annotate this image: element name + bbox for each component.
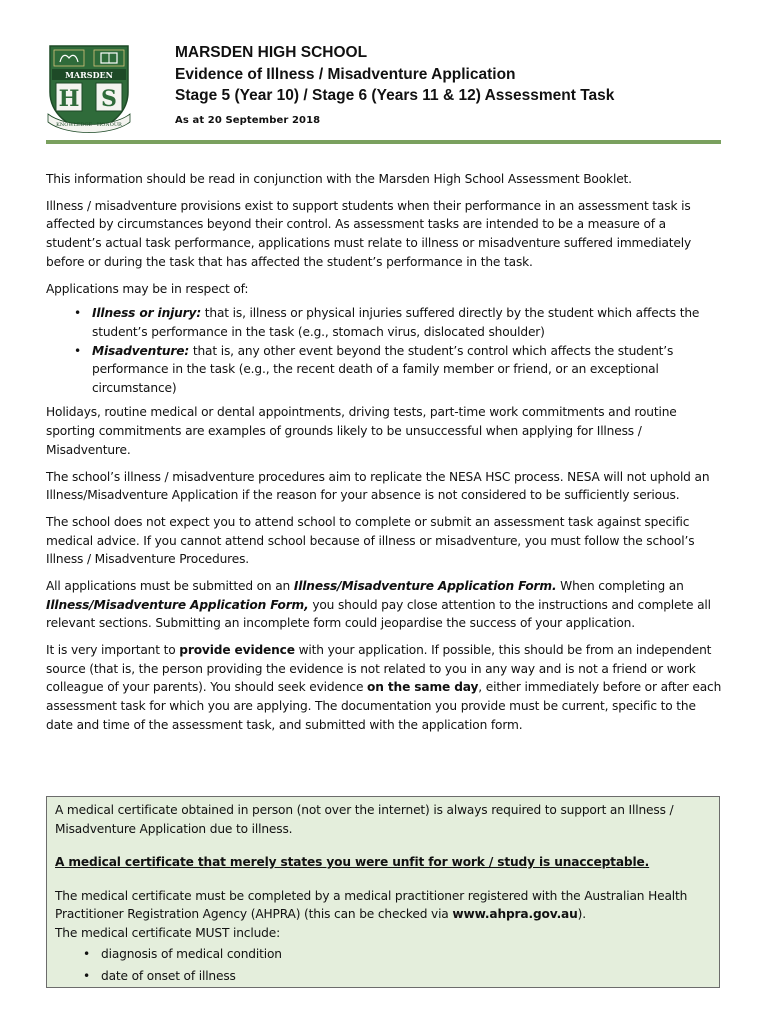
application-types-list	[46, 304, 724, 397]
notice-ahpra-paragraph	[55, 887, 711, 924]
unsuccessful-grounds-paragraph: Holidays, routine medical or dental appointments, driving tests, part-time work commitments and routine sporting commitments are examples of grounds likely to be unsuccessful when applying for Illness / Misadventure.	[46, 405, 677, 457]
crest-name-text: MARSDEN	[65, 70, 113, 80]
document-body	[46, 170, 724, 742]
school-name: MARSDEN HIGH SCHOOL	[175, 44, 368, 61]
notice-unacceptable-warning: A medical certificate that merely states you were unfit for work / study is unacceptable.	[55, 855, 650, 870]
application-form-paragraph	[46, 577, 724, 633]
crest-motto: KNOWLEDGE · HONOUR	[56, 122, 122, 128]
header-divider	[46, 140, 721, 144]
applications-intro: Applications may be in respect of:	[46, 281, 249, 296]
school-crest-logo	[46, 42, 132, 134]
bullet-term: Misadventure:	[92, 343, 190, 358]
document-title: Evidence of Illness / Misadventure Application	[175, 65, 516, 83]
intro-paragraph: This information should be read in conjunction with the Marsden High School Assessment Booklet.	[46, 172, 632, 186]
bullet-text: that is, any other event beyond the student’s control which affects the student’s performance in the task (e.g., the recent death of a family member or friend, or an exceptional circumstance)	[92, 343, 674, 395]
text-span: ).	[577, 907, 586, 922]
list-item: • diagnosis of medical condition	[101, 945, 711, 964]
document-header	[175, 42, 735, 126]
document-subtitle: Stage 5 (Year 10) / Stage 6 (Years 11 & 12) Assessment Task	[175, 87, 615, 104]
evidence-paragraph	[46, 641, 724, 734]
form-name-emphasis: Illness/Misadventure Application Form.	[293, 579, 557, 594]
bullet-term: Illness or injury:	[92, 306, 202, 321]
ahpra-link[interactable]: www.ahpra.gov.au	[452, 907, 578, 922]
bullet-text: that is, illness or physical injuries suffered directly by the student which affects the student’s performance in the task (e.g., stomach virus, dislocated shoulder)	[92, 306, 700, 340]
text-span: with your application. If possible, this should be from an independent source (that is, the person providing the evidence is not related to you in any way and is not a friend or work colleague of your parents). You should seek evidence	[46, 643, 712, 695]
provisions-paragraph: Illness / misadventure provisions exist to support students when their performance in an assessment task is affected by circumstances beyond their control. As assessment tasks are intended to be a measure of a student’s actual task performance, applications must relate to illness or misadventure suffered immediately before or during the task that has affected the student’s performance in the task.	[46, 198, 692, 269]
crest-letter-h: H	[58, 86, 80, 112]
provide-evidence-emphasis: provide evidence	[179, 643, 295, 658]
notice-must-include: The medical certificate MUST include:	[55, 925, 281, 940]
text-span: All applications must be submitted on an	[46, 579, 294, 594]
list-item	[92, 304, 724, 341]
nesa-paragraph: The school’s illness / misadventure procedures aim to replicate the NESA HSC process. NESA will not uphold an Illness/Misadventure Application if the reason for your absence is not considered to be sufficiently serious.	[46, 469, 710, 503]
as-at-date: As at 20 September 2018	[175, 114, 321, 126]
list-item: • date of onset of illness	[101, 967, 711, 986]
list-item	[92, 342, 724, 398]
certificate-requirements-list	[55, 945, 711, 986]
medical-advice-paragraph: The school does not expect you to attend school to complete or submit an assessment task against specific medical advice. If you cannot attend school because of illness or misadventure, you must follow the school’s Illness / Misadventure Procedures.	[46, 514, 695, 567]
notice-certificate-required: A medical certificate obtained in person (not over the internet) is always required to support an Illness / Misadventure Application due to illness.	[55, 803, 674, 836]
text-span: The medical certificate must be completed by a medical practitioner registered with the Australian Health Practitioner Registration Agency (AHPRA) (this can be checked via	[55, 888, 688, 922]
text-span: It is very important to	[46, 643, 180, 658]
medical-certificate-notice-box	[46, 796, 720, 988]
text-span: , either immediately before or after each assessment task for which you are applying. The documentation you provide must be current, specific to the date and time of the assessment task, and submitted with the application form.	[46, 680, 722, 732]
crest-letter-s: S	[101, 86, 117, 112]
same-day-emphasis: on the same day	[367, 680, 479, 695]
form-name-emphasis: Illness/Misadventure Application Form,	[46, 597, 309, 612]
text-span: you should pay close attention to the instructions and complete all relevant sections. Submitting an incomplete form could jeopardise the success of your application.	[46, 597, 711, 631]
text-span: When completing an	[556, 579, 684, 594]
